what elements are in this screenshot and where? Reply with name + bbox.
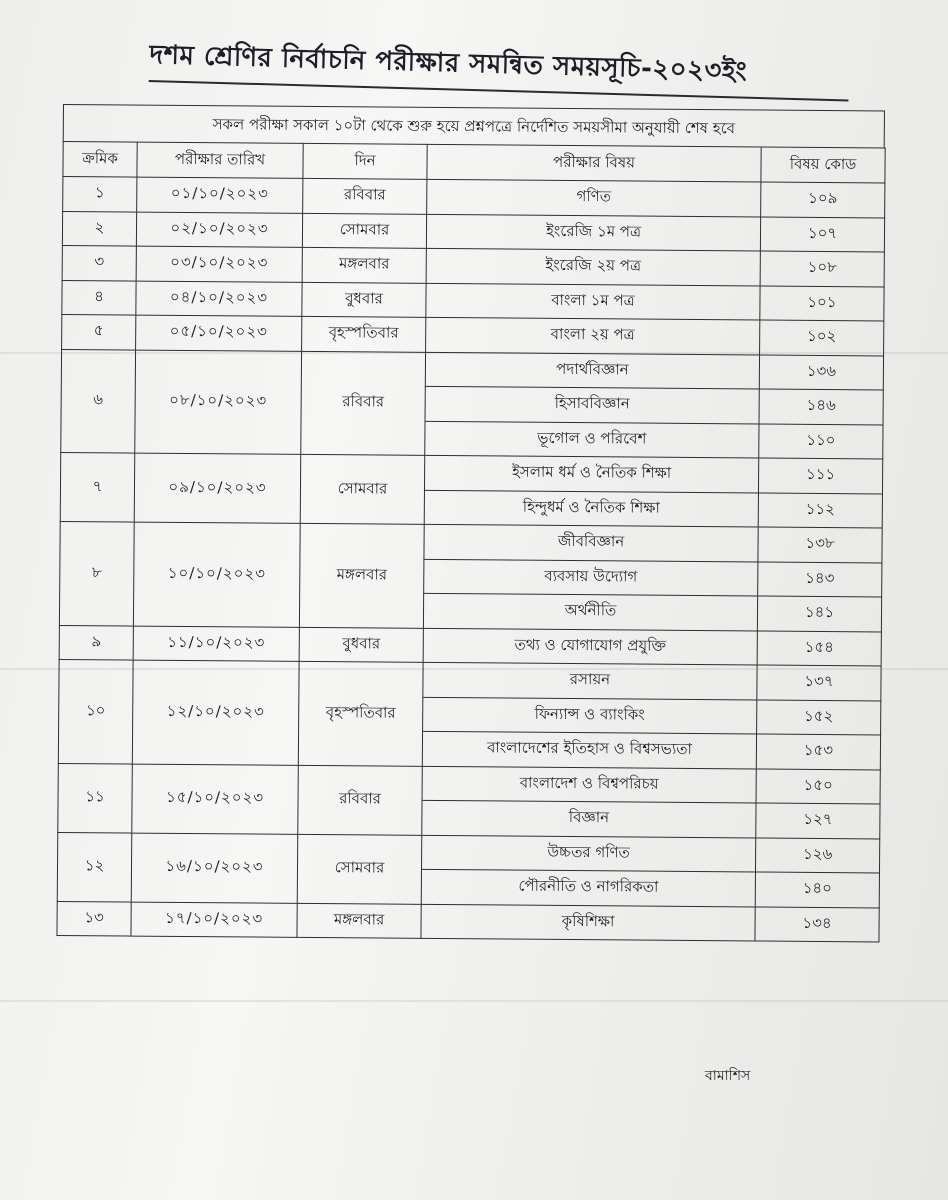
row-subject-code: ১৩৪ [755,906,879,941]
row-subject: বাংলাদেশের ইতিহাস ও বিশ্বসভ্যতা [422,731,756,768]
row-serial: ১২ [57,832,132,902]
table-row [58,763,880,804]
row-subject-code: ১৫০ [756,768,880,803]
row-subject: জীববিজ্ঞান [424,524,758,561]
row-subject-code: ১৩৬ [759,354,883,389]
row-date: ১৫/১০/২০২৩ [132,764,299,834]
row-subject-code: ১০৮ [760,251,884,286]
row-day: মঙ্গলবার [302,247,426,282]
row-date: ১৬/১০/২০২৩ [131,833,298,903]
header-code: বিষয় কোড [761,147,885,183]
row-subject-code: ১৫৩ [756,734,880,769]
row-subject: ভূগোল ও পরিবেশ [425,421,759,458]
row-serial: ৭ [60,452,135,522]
row-subject: রসায়ন [423,662,757,699]
row-day: সোমবার [300,454,425,524]
row-date: ১০/১০/২০২৩ [133,522,300,627]
row-day: মঙ্গলবার [297,903,421,938]
row-day: মঙ্গলবার [299,523,424,627]
table-row [57,901,879,942]
page-title: দশম শ্রেণির নির্বাচনি পরীক্ষার সমন্বিত সময়সূচি-২০২৩ইং [149,34,850,102]
row-subject-code: ১০৭ [760,216,884,251]
header-day: দিন [303,143,427,179]
row-subject: বাংলাদেশ ও বিশ্বপরিচয় [422,766,756,803]
table-row [61,349,883,390]
header-date: পরীক্ষার তারিখ [137,142,303,178]
row-serial: ১ [63,177,137,212]
row-day: বৃহস্পতিবার [302,316,426,351]
row-date: ১৭/১০/২০২৩ [131,902,297,938]
row-subject: বিজ্ঞান [422,800,756,837]
row-subject: ইংরেজি ২য় পত্র [426,248,760,285]
row-day: সোমবার [297,834,422,904]
row-day: রবিবার [298,765,423,835]
row-serial: ২ [62,211,136,246]
table-row [59,659,881,700]
row-day: বৃহস্পতিবার [298,661,423,765]
row-subject-code: ১০১ [760,285,884,320]
row-subject: হিন্দুধর্ম ও নৈতিক শিক্ষা [424,490,758,527]
row-subject-code: ১৪৩ [758,561,882,596]
row-date: ০৮/১০/২০২৩ [135,350,302,455]
row-subject-code: ১০২ [760,320,884,355]
row-serial: ১৩ [57,901,131,936]
signature-initials: বামাশিস [705,1068,751,1084]
header-subject: পরীক্ষার বিষয় [427,144,761,182]
row-serial: ৮ [59,521,134,625]
row-subject: পদার্থবিজ্ঞান [425,352,759,389]
row-date: ০৪/১০/২০২৩ [136,281,302,317]
table-row [60,521,882,562]
exam-time-notice: সকল পরীক্ষা সকাল ১০টা থেকে শুরু হয়ে প্রশ্নপত্রে নির্দেশিত সময়সীমা অনুযায়ী শেষ হবে [63,104,885,147]
row-subject: হিসাববিজ্ঞান [425,386,759,423]
row-serial: ৯ [59,625,133,660]
row-subject-code: ১১১ [758,458,882,493]
row-subject: তথ্য ও যোগাযোগ প্রযুক্তি [423,628,757,665]
row-date: ১২/১০/২০২৩ [132,660,299,765]
table-row [58,832,880,873]
row-subject-code: ১১০ [759,423,883,458]
row-date: ০১/১০/২০২৩ [137,177,303,213]
row-serial: ৪ [62,280,136,315]
row-subject: বাংলা ১ম পত্র [426,283,760,320]
exam-schedule-table [56,141,885,942]
header-serial: ক্রমিক [63,142,137,178]
row-subject-code: ১৩৮ [758,527,882,562]
row-subject-code: ১২৬ [755,837,879,872]
row-subject: ইসলাম ধর্ম ও নৈতিক শিক্ষা [424,455,758,492]
row-subject-code: ১৪৬ [759,389,883,424]
row-day: সোমবার [302,213,426,248]
row-serial: ৬ [61,349,136,453]
row-serial: ১০ [58,659,133,763]
row-subject-code: ১২৭ [756,803,880,838]
row-subject: অর্থনীতি [423,593,757,630]
row-date: ১১/১০/২০২৩ [133,626,299,662]
row-subject: ফিন্যান্স ও ব্যাংকিং [423,697,757,734]
row-subject-code: ১৪১ [757,596,881,631]
row-subject-code: ১৩৭ [757,665,881,700]
row-date: ০৩/১০/২০২৩ [136,246,302,282]
paper-fold [0,1000,948,1002]
schedule-table-container [56,104,885,942]
row-subject: উচ্চতর গণিত [422,835,756,872]
row-serial: ৩ [62,245,136,280]
table-row [60,452,882,493]
row-subject-code: ১৪০ [755,872,879,907]
row-day: রবিবার [301,351,426,455]
row-date: ০২/১০/২০২৩ [136,212,302,248]
row-subject: ব্যবসায় উদ্যোগ [424,559,758,596]
row-date: ০৫/১০/২০২৩ [136,315,302,351]
row-day: বুধবার [302,282,426,317]
row-subject-code: ১৫৪ [757,630,881,665]
row-subject: পৌরনীতি ও নাগরিকতা [421,869,755,906]
row-subject-code: ১০৯ [761,182,885,217]
row-serial: ৫ [62,314,136,349]
row-day: বুধবার [299,627,423,662]
row-subject: কৃষিশিক্ষা [421,904,755,941]
row-subject-code: ১৫২ [757,699,881,734]
row-subject: গণিত [427,179,761,216]
row-subject: ইংরেজি ১ম পত্র [426,214,760,251]
schedule-body [57,177,885,942]
row-date: ০৯/১০/২০২৩ [134,453,301,523]
row-serial: ১১ [58,763,133,833]
row-day: রবিবার [303,178,427,213]
row-subject: বাংলা ২য় পত্র [426,317,760,354]
row-subject-code: ১১২ [758,492,882,527]
